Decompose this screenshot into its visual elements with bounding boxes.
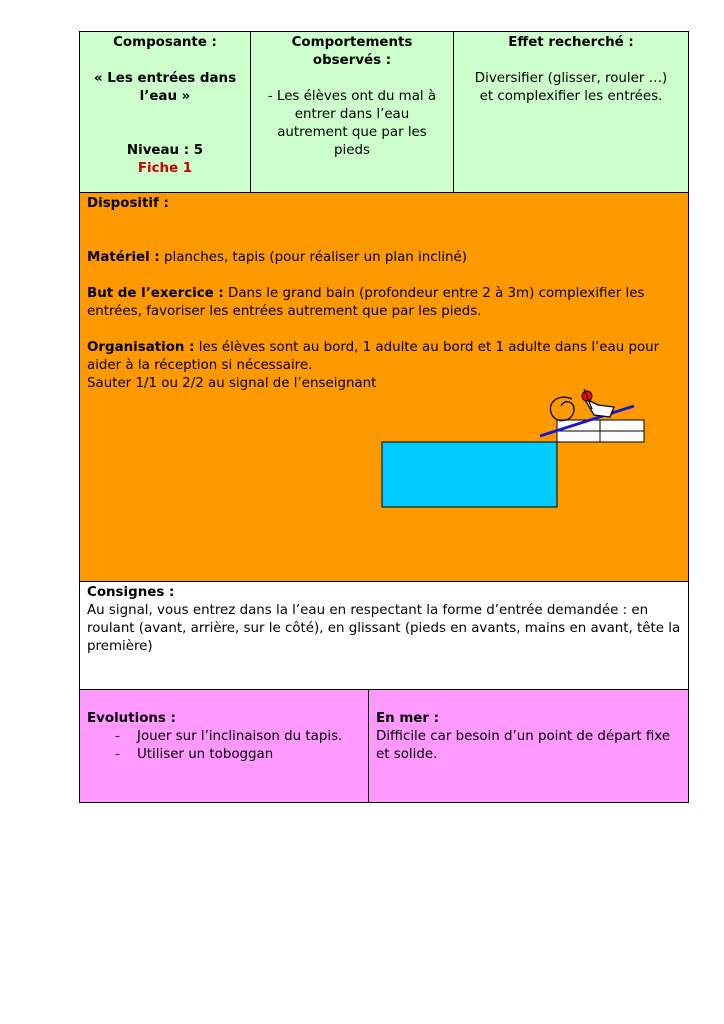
comportements-line: entrer dans l’eau: [294, 107, 410, 122]
consignes-heading: Consignes :: [87, 585, 175, 600]
evolutions-list: [87, 728, 361, 764]
materiel-label: Matériel :: [87, 250, 160, 265]
but-label: But de l’exercice :: [87, 286, 224, 301]
composante-name-line1: « Les entrées dans: [93, 71, 237, 86]
plank-3: [557, 431, 600, 442]
rolling-arrow-icon: [550, 397, 574, 420]
comportements-cell: [251, 32, 454, 192]
effet-cell: [454, 32, 688, 192]
footer-row: [80, 690, 688, 802]
en-mer-text: Difficile car besoin d’un point de départ fixe et solide.: [376, 729, 671, 762]
evolutions-heading: Evolutions :: [87, 711, 176, 726]
materiel-text: planches, tapis (pour réaliser un plan incliné): [159, 250, 467, 265]
effet-line: et complexifier les entrées.: [479, 89, 663, 104]
consignes-text: Au signal, vous entrez dans la l’eau en respectant la forme d’entrée demandée : en roulant (avant, arrière, sur le côté), en glissant (pieds en avants, mains en avant, tête la première): [87, 603, 681, 654]
composante-name-line2: l’eau »: [139, 89, 191, 104]
comportements-line: autrement que par les: [277, 125, 427, 140]
comportements-heading-line1: Comportements: [291, 35, 413, 50]
list-item: - Utiliser un toboggan: [137, 746, 361, 764]
pool-diagram: [80, 193, 688, 582]
dispositif-section: [80, 193, 688, 582]
dispositif-heading: Dispositif :: [87, 196, 169, 211]
composante-heading: Composante :: [113, 35, 217, 50]
plank-2: [600, 420, 644, 431]
en-mer-cell: [369, 690, 688, 802]
composante-cell: [80, 32, 251, 192]
niveau-label: Niveau : 5: [126, 143, 204, 158]
effet-line: Diversifier (glisser, rouler …): [474, 71, 668, 86]
effet-heading: Effet recherché :: [508, 35, 634, 50]
comportements-heading-line2: observés :: [312, 53, 392, 68]
consignes-section: [80, 582, 688, 690]
list-item: - Jouer sur l’inclinaison du tapis.: [137, 728, 361, 746]
sauter-text: Sauter 1/1 ou 2/2 au signal de l’enseignant: [87, 376, 377, 391]
organisation-label: Organisation :: [87, 340, 195, 355]
comportements-line: pieds: [334, 143, 370, 158]
organisation-text: les élèves sont au bord, 1 adulte au bord et 1 adulte dans l’eau pour aider à la réception si nécessaire.: [87, 340, 660, 373]
but-text: Dans le grand bain (profondeur entre 2 à 3m) complexifier les entrées, favoriser les entrées autrement que par les pieds.: [87, 286, 645, 319]
header-row: [80, 32, 688, 193]
pool-water: [382, 442, 557, 507]
plank-4: [600, 431, 644, 442]
comportements-line: - Les élèves ont du mal à: [267, 89, 437, 104]
fiche-label: Fiche 1: [137, 161, 193, 176]
evolutions-cell: [80, 690, 369, 802]
exercise-sheet: [79, 31, 689, 803]
en-mer-heading: En mer :: [376, 711, 439, 726]
